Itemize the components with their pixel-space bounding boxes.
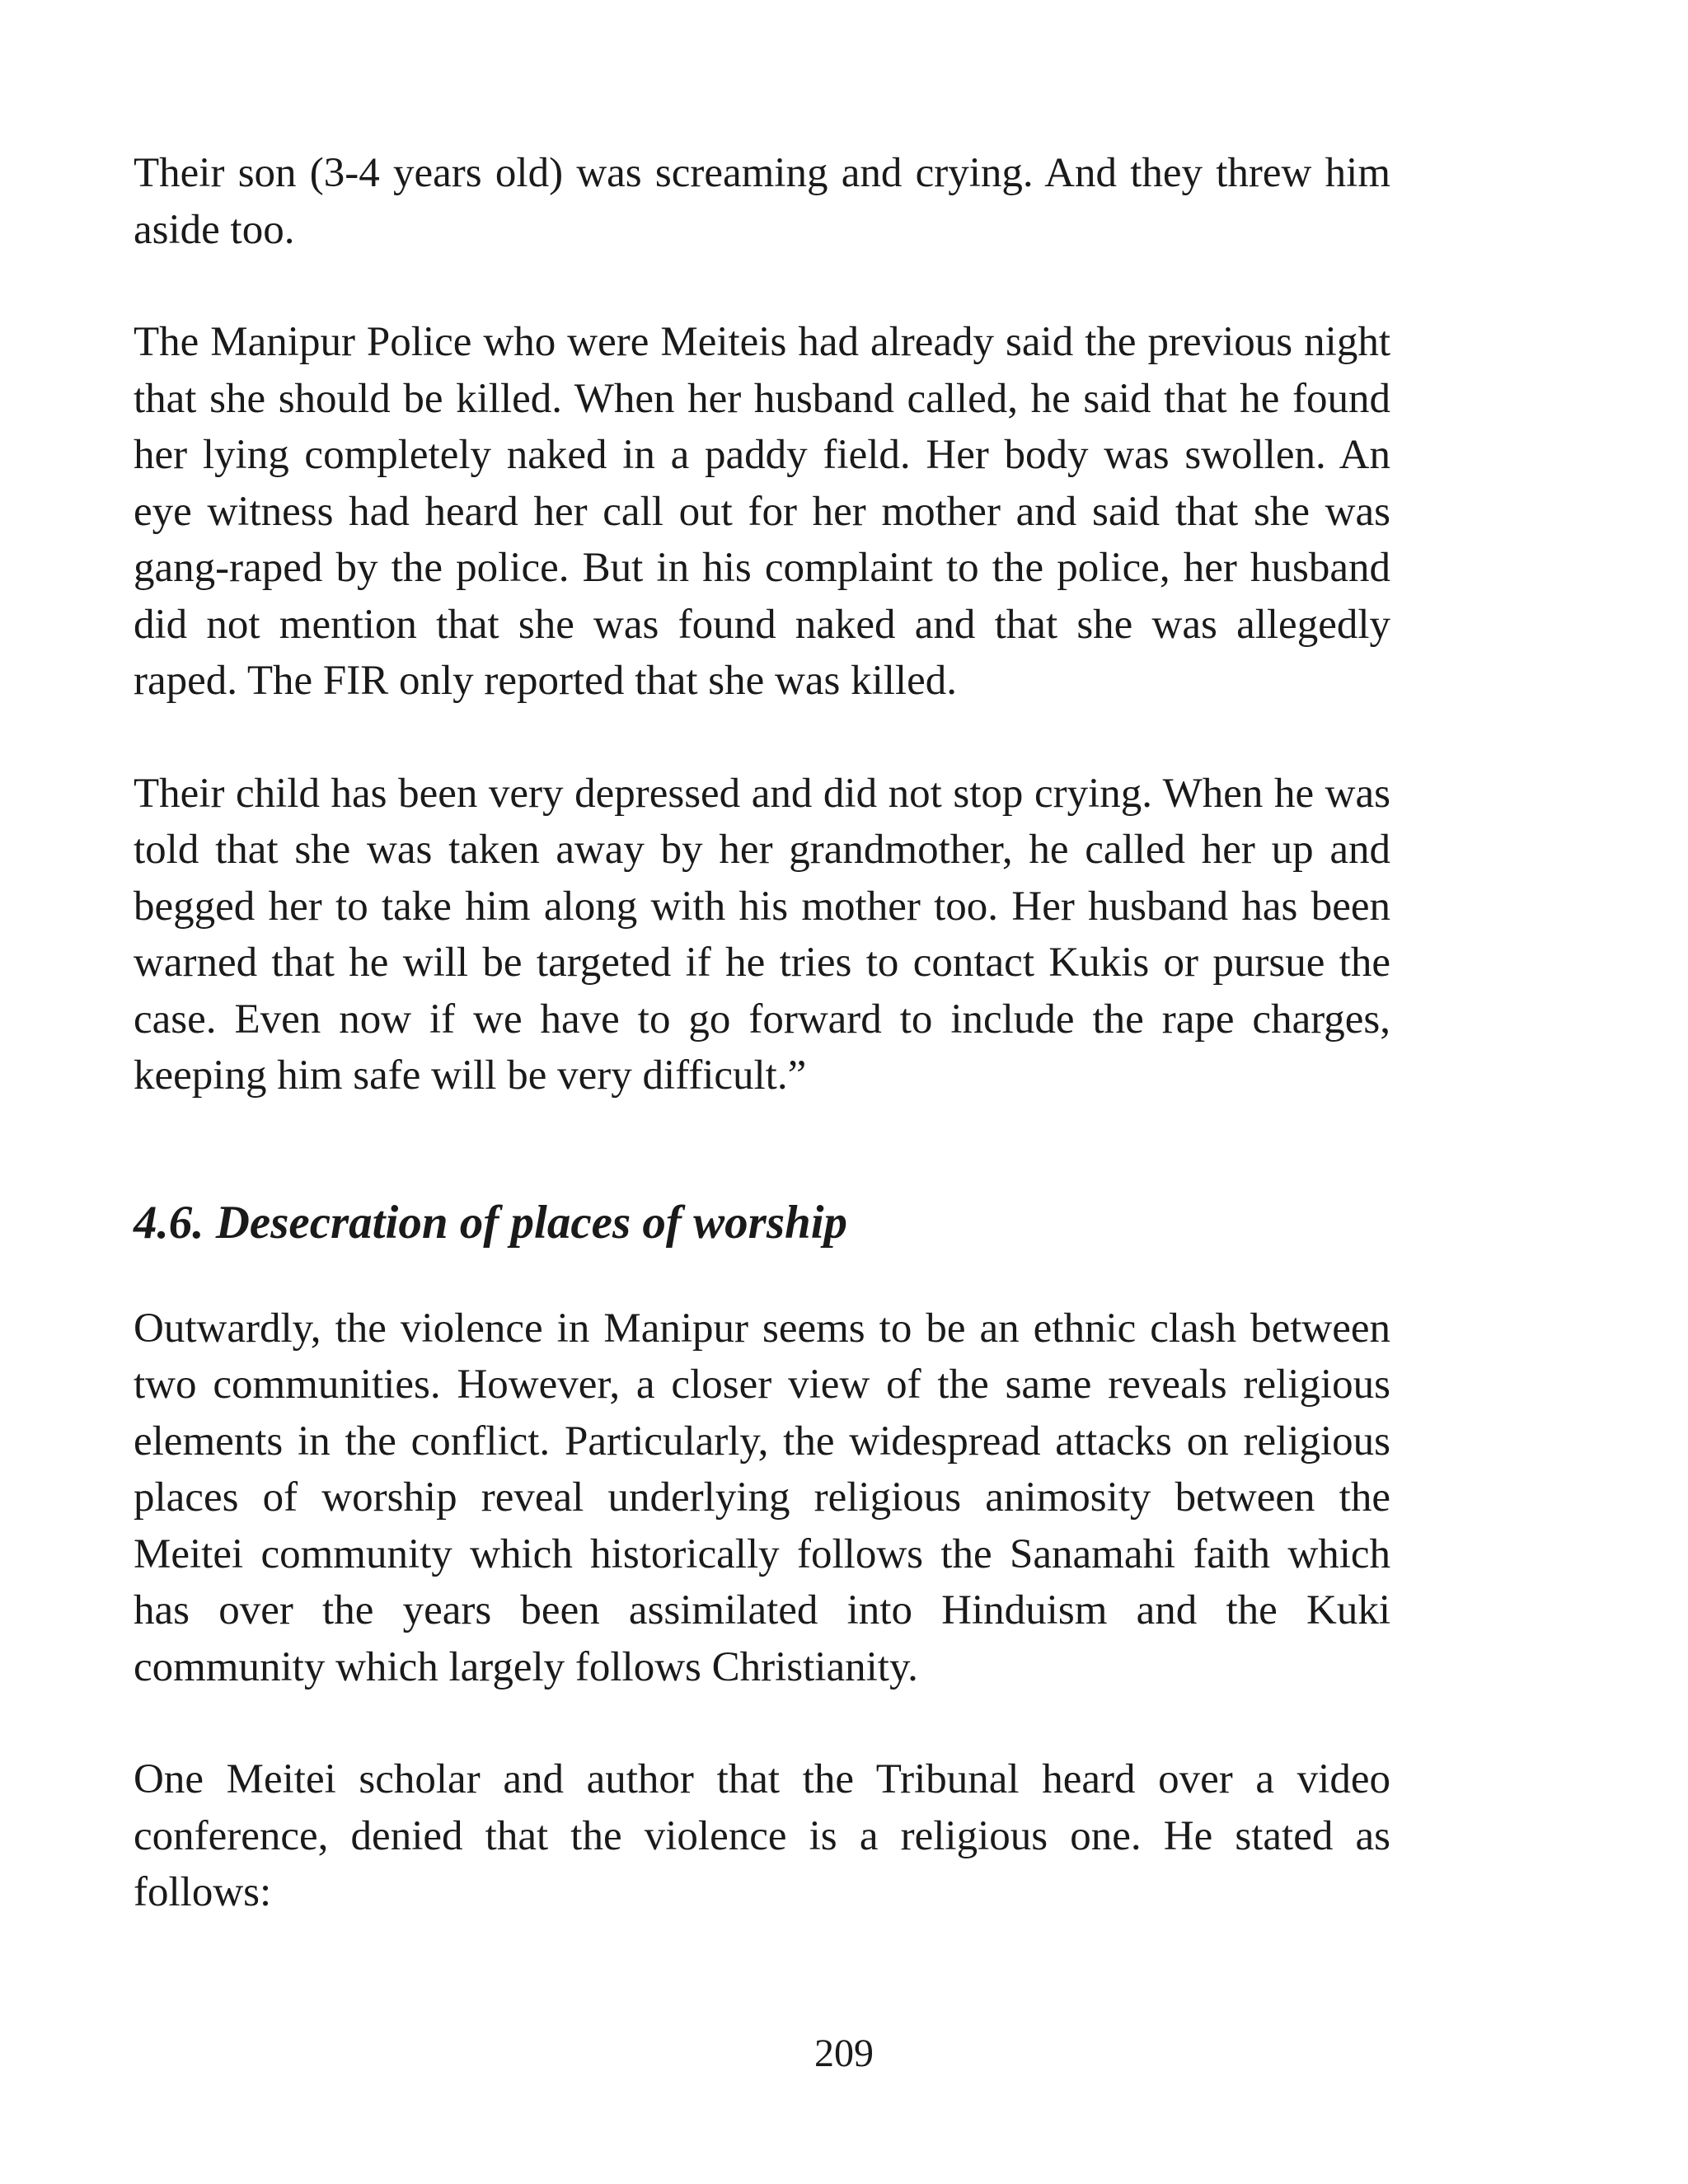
paragraph-ethnic-clash: Outwardly, the violence in Manipur seems to be an ethnic clash between two communities. However, a closer view of the same reveals religious elements in the conflict. Particularly, the widespread attacks on religious places of worship reveal underlying religious animosity between the Meitei community which historically follows the Sanamahi faith which has over the years been assimilated into Hinduism and the Kuki community which largely follows Christianity.	[134, 1305, 1390, 1690]
paragraph-spacer	[134, 258, 1390, 314]
page-body	[134, 145, 1390, 1921]
section-spacer	[134, 1104, 1390, 1195]
paragraph-meitei-scholar: One Meitei scholar and author that the Tribunal heard over a video conference, denied that the violence is a religious one. He stated as follows:	[134, 1756, 1390, 1915]
paragraph-spacer	[134, 1695, 1390, 1751]
paragraph-child-depressed: Their child has been very depressed and did not stop crying. When he was told that she was taken away by her grandmother, he called her up and begged her to take him along with his mother too. Her husband has been warned that he will be targeted if he tries to contact Kukis or pursue the case. Even now if we have to go forward to include the rape charges, keeping him safe will be very difficult.”	[134, 770, 1390, 1099]
page-number: 209	[814, 2032, 874, 2075]
section-heading: 4.6. Desecration of places of worship	[134, 1196, 848, 1249]
paragraph-police-account: The Manipur Police who were Meiteis had already said the previous night that she should be killed. When her husband called, he said that he found her lying completely naked in a paddy field. Her body was swollen. An eye witness had heard her call out for her mother and said that she was gang-raped by the police. But in his complaint to the police, her husband did not mention that she was found naked and that she was allegedly raped. The FIR only reported that she was killed.	[134, 319, 1390, 704]
paragraph-son-screaming: Their son (3-4 years old) was screaming and crying. And they threw him aside too.	[134, 150, 1390, 253]
heading-spacer	[134, 1251, 1390, 1301]
paragraph-spacer	[134, 710, 1390, 766]
